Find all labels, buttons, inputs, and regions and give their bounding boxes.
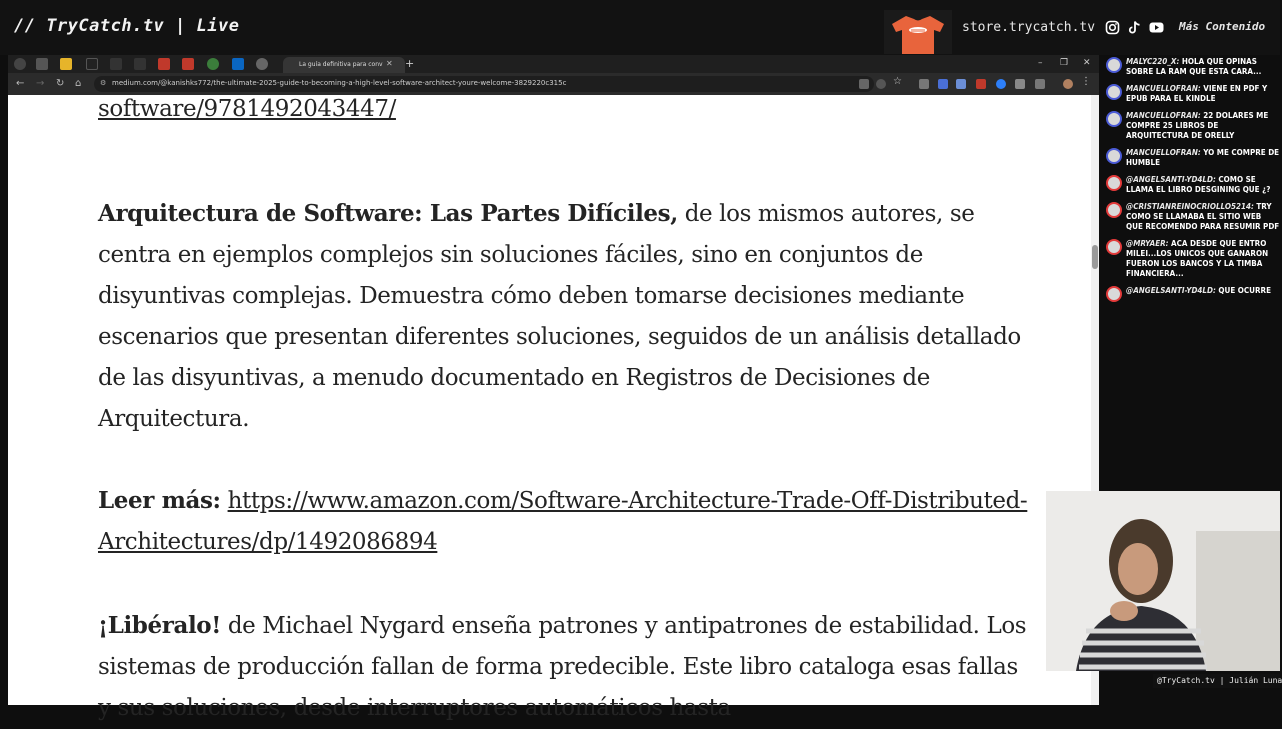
tab-favicon[interactable] (134, 58, 146, 70)
tab-favicon[interactable] (232, 58, 244, 70)
stream-brand: // TryCatch.tv | Live (14, 16, 240, 36)
chat-avatar (1106, 202, 1122, 218)
extension-icon[interactable] (956, 79, 966, 89)
back-icon[interactable]: ← (16, 78, 25, 89)
chat-avatar (1106, 175, 1122, 191)
chat-text: YO ME COMPRE DE HUMBLE (1126, 148, 1280, 167)
tab-favicon[interactable] (256, 58, 268, 70)
instagram-icon (1105, 20, 1120, 35)
article-page (8, 95, 1099, 721)
chat-message (1100, 57, 1280, 77)
tab-favicon[interactable] (86, 58, 98, 70)
chat-text: VIENE EN PDF Y EPUB PARA EL KINDLE (1126, 84, 1268, 103)
youtube-icon (1149, 20, 1164, 35)
article-paragraph (98, 89, 396, 130)
chat-avatar (1106, 57, 1122, 73)
book-link[interactable]: software/9781492043447/ (98, 96, 396, 122)
article-paragraph (98, 480, 1028, 563)
menu-icon[interactable]: ⋮ (1081, 76, 1091, 87)
restore-icon[interactable]: ❐ (1060, 58, 1069, 68)
paragraph-text: de Michael Nygard enseña patrones y antipatrones de estabilidad. Los sistemas de producción fallan de forma predecible. Este libro cataloga esas fallas y sus soluciones, desde interruptores automáticos hasta (98, 613, 1027, 721)
tab-close-icon[interactable]: ✕ (386, 59, 393, 68)
article-paragraph (98, 193, 1028, 440)
chat-message (1100, 111, 1280, 141)
bookmark-star-icon[interactable]: ☆ (893, 76, 902, 87)
chat-username: @ANGELSANTI-YD4LD: (1126, 175, 1216, 184)
chat-username: MANCUELLOFRAN: (1126, 84, 1201, 93)
book-title: ¡Libéralo! (98, 612, 221, 639)
stream-header (0, 0, 1280, 55)
amazon-link[interactable]: https://www.amazon.com/Software-Architecture-Trade-Off-Distributed-Architectures/dp/1492086894 (98, 488, 1028, 555)
paragraph-text: de los mismos autores, se centra en ejemplos complejos sin soluciones fáciles, sino en conjuntos de disyuntivas complejas. Demuestra cómo deben tomarse decisiones mediante escenarios que presentan diferentes soluciones, seguidos de un análisis detallado de las disyuntivas, a menudo documentado en Registros de Decisiones de Arquitectura. (98, 201, 1021, 432)
extension-icon[interactable] (976, 79, 986, 89)
tab-favicon[interactable] (182, 58, 194, 70)
chat-text: QUE OCURRE (1215, 286, 1272, 295)
tiktok-icon (1127, 20, 1142, 35)
extension-icon[interactable] (1015, 79, 1025, 89)
chat-username: MALYC220_X: (1126, 57, 1180, 66)
tab-favicon[interactable] (110, 58, 122, 70)
forward-icon[interactable]: → (36, 78, 45, 89)
translate-icon[interactable] (859, 79, 869, 89)
tab-search-icon[interactable] (14, 58, 26, 70)
extension-icon[interactable] (919, 79, 929, 89)
article-paragraph (98, 605, 1028, 729)
chat-message (1100, 148, 1280, 168)
chat-username: @ANGELSANTI-YD4LD: (1126, 286, 1216, 295)
extension-icon[interactable] (996, 79, 1006, 89)
chat-avatar (1106, 111, 1122, 127)
chat-text: COMO SE LLAMA EL LIBRO DESGINING QUE ¿? (1126, 175, 1271, 194)
home-icon[interactable]: ⌂ (75, 78, 82, 89)
live-chat (1100, 55, 1280, 313)
chat-username: MANCUELLOFRAN: (1126, 111, 1201, 120)
chat-message (1100, 175, 1280, 195)
webcam-feed (1046, 491, 1280, 671)
chat-username: MANCUELLOFRAN: (1126, 148, 1201, 157)
chat-avatar (1106, 84, 1122, 100)
social-icons (1105, 20, 1164, 35)
extension-icon[interactable] (938, 79, 948, 89)
close-window-icon[interactable]: ✕ (1083, 58, 1091, 68)
more-content-label: Más Contenido (1179, 20, 1266, 33)
chat-avatar (1106, 286, 1122, 302)
profile-avatar[interactable] (1063, 79, 1073, 89)
chat-username: @MRYAER: (1126, 239, 1169, 248)
zoom-icon[interactable] (876, 79, 886, 89)
tshirt-image (884, 10, 952, 54)
tab-favicon[interactable] (158, 58, 170, 70)
minimize-icon[interactable]: – (1038, 58, 1043, 68)
reload-icon[interactable]: ↻ (56, 78, 65, 89)
browser-window (8, 55, 1099, 721)
chat-message (1100, 84, 1280, 104)
tab-favicon[interactable] (36, 58, 48, 70)
tab-favicon[interactable] (60, 58, 72, 70)
chat-message (1100, 239, 1280, 279)
tab-strip (8, 55, 1099, 73)
chat-message (1100, 286, 1280, 296)
read-more-label: Leer más: (98, 487, 221, 514)
extensions-puzzle-icon[interactable] (1035, 79, 1045, 89)
chat-avatar (1106, 148, 1122, 164)
chat-text: HOLA QUE OPINAS SOBRE LA RAM QUE ESTA CARA... (1126, 57, 1262, 76)
chat-text: TRY COMO SE LLAMABA EL SITIO WEB QUE RECOMENDO PARA RESUMIR PDF (1126, 202, 1280, 231)
webcam-caption: @TryCatch.tv | Julián Luna (1153, 674, 1280, 688)
chat-text: 22 DOLARES ME COMPRE 25 LIBROS DE ARQUITECTURA DE ORELLY (1126, 111, 1269, 140)
tab-favicon[interactable] (207, 58, 219, 70)
book-title: Arquitectura de Software: Las Partes Difíciles, (98, 200, 678, 227)
new-tab-button[interactable]: + (405, 57, 415, 70)
chat-avatar (1106, 239, 1122, 255)
scroll-thumb[interactable] (1092, 245, 1098, 269)
store-link: store.trycatch.tv (962, 20, 1096, 35)
active-tab-title: La guía definitiva para conv (299, 61, 383, 68)
chat-username: @CRISTIANREINOCRIOLLO5214: (1126, 202, 1254, 211)
chat-text: ACA DESDE QUE ENTRO MILEI...LOS UNICOS QUE GANARON FUERON LOS BANCOS Y LA TIMBA FINANCIERA... (1126, 239, 1269, 278)
chat-message (1100, 202, 1280, 232)
site-info-icon[interactable]: ⚙ (100, 79, 107, 87)
url-text: medium.com/@kanishks772/the-ultimate-2025-guide-to-becoming-a-high-level-software-architect-youre-welcome-3829220c315c (112, 79, 567, 87)
